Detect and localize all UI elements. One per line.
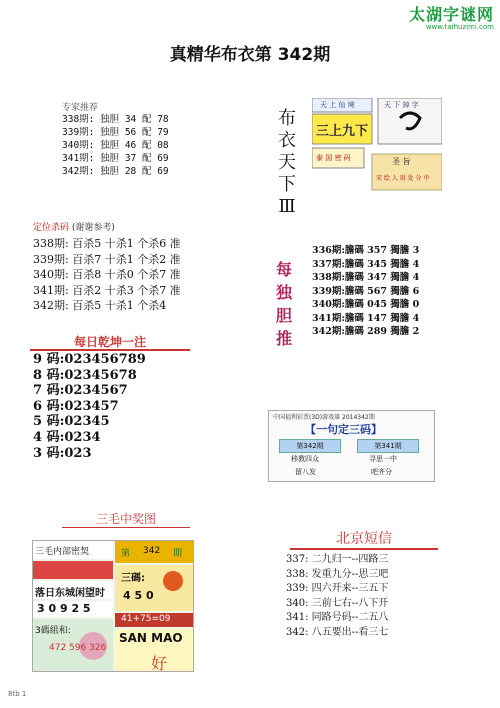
image-label: 泰 国 密 码 [316, 154, 351, 162]
list-item: 9 码:023456789 [33, 352, 146, 367]
vert-char: 每 [275, 260, 292, 279]
sanmao-label: 落日东城闲望时 [35, 588, 105, 599]
list-item: 3 码:023 [33, 445, 92, 461]
beijing-heading: 北京短信 [290, 528, 438, 550]
vert-char: 推 [275, 329, 292, 348]
kill-heading-main: 定位杀码 [33, 223, 70, 233]
list-item: 340期: 独胆 46 配 08 [62, 140, 169, 151]
boss-list [62, 113, 169, 178]
list-item: 342期: 独胆 28 配 69 [62, 166, 169, 177]
buyi-image [312, 98, 442, 194]
sanmao-label: 好 [151, 654, 168, 672]
dujiao-vertical-title [273, 258, 295, 350]
buyi-vertical-title [272, 108, 302, 218]
flower-icon [163, 571, 183, 591]
sanmao-label: 三碼: [121, 573, 145, 584]
yiju-col-b-head: 第341期 [357, 439, 419, 453]
list-item: 342期: 百杀5 十杀1 个杀4 [33, 299, 167, 312]
list-item: 6 码:023457 [33, 398, 119, 414]
list-item: 337: 二九归一--四路三 [286, 554, 389, 565]
list-item: 339期: 百杀7 十杀1 个杀2 准 [33, 252, 181, 266]
vert-char: 下 [278, 174, 296, 195]
list-item: 341期: 独胆 37 配 69 [62, 153, 169, 164]
vert-char: Ⅲ [278, 196, 296, 217]
page-title: 真精华布衣第 342期 [169, 45, 331, 65]
panel-cell [33, 561, 113, 579]
yiju-col-a-head: 第342期 [279, 439, 341, 453]
yiju-top-line: 中国福利彩票(3D)游戏第 2014342期 [273, 414, 375, 421]
sanmao-label: 472 596 326 [49, 643, 107, 653]
sanmao-label: 342 [143, 546, 161, 556]
daily-heading: 每日乾坤一注 [30, 333, 190, 351]
sanmao-image [32, 540, 194, 672]
footer-text: 8tb 1 [8, 690, 27, 698]
logo-url: www.taihuzimi.com [425, 23, 494, 31]
list-item: 342: 八五要出--看三七 [286, 626, 389, 638]
vert-char: 独 [275, 283, 292, 302]
image-label: 天 上 仙 境 [320, 101, 355, 109]
kill-heading-note: (谢谢参考) [71, 223, 115, 233]
kill-list [33, 236, 181, 314]
image-label: 宋 绘 人 用 处 分 中 [376, 175, 430, 182]
list-item: 7 码:0234567 [33, 383, 128, 399]
list-item: 341: 同路号码--二五八 [286, 612, 389, 623]
list-item: 338期: 百杀5 十杀1 个杀6 准 [33, 237, 181, 250]
list-item: 340: 三前七右--八下开 [286, 597, 389, 609]
yiju-cell: 寻思一中 [369, 455, 397, 463]
yiju-title: 【一句定三码】 [305, 423, 382, 436]
yiju-cell: 移教四众 [291, 455, 319, 463]
list-item: 339: 四六开来--三五下 [286, 583, 389, 594]
list-item: 339期: 独胆 56 配 79 [62, 127, 169, 138]
list-item: 338期:膽碼 347 獨膽 4 [312, 272, 420, 283]
daily-list [33, 352, 146, 461]
list-item: 341期:膽碼 147 獨膽 4 [312, 312, 420, 324]
list-item: 338期: 独胆 34 配 78 [62, 114, 169, 125]
logo-text: 太湖字谜网 [408, 5, 494, 24]
yiju-cell: 留八发 [295, 468, 316, 476]
image-label: 天 下 掉 字 [384, 101, 419, 109]
sanmao-label: 第 [121, 549, 131, 559]
kill-heading [33, 220, 115, 233]
sanmao-label: 3 0 9 2 5 [37, 602, 91, 615]
yiju-cell: 吧齐分 [371, 468, 392, 476]
list-item: 8 码:02345678 [33, 367, 137, 383]
beijing-list [286, 553, 388, 640]
boss-heading: 专家推荐 [62, 103, 99, 113]
sanmao-label: 41+75=09 [121, 614, 171, 624]
image-label: 三上九下 [316, 124, 369, 139]
vert-char: 衣 [278, 130, 296, 151]
sanmao-label: 期 [173, 549, 183, 559]
list-item: 340期: 百杀8 十杀0 个杀7 准 [33, 268, 181, 281]
dujiao-list [312, 244, 419, 339]
vert-char: 胆 [275, 306, 292, 325]
list-item: 342期:膽碼 289 獨膽 2 [312, 326, 420, 337]
vert-char: 天 [278, 152, 296, 173]
yiju-box [268, 410, 435, 482]
sanmao-heading: 三毛中奖图 [62, 510, 190, 528]
sanmao-label: 3碼組和: [35, 626, 71, 636]
image-label: 圣 旨 [392, 157, 411, 166]
sanmao-label: 4 5 0 [123, 589, 154, 602]
list-item: 4 码:0234 [33, 429, 101, 445]
list-item: 337期:膽碼 345 獨膽 4 [312, 258, 420, 270]
sanmao-label: 三毛内部密契 [35, 547, 90, 557]
list-item: 5 码:02345 [33, 414, 110, 430]
list-item: 341期: 百杀2 十杀3 个杀7 准 [33, 283, 181, 297]
sanmao-label: SAN MAO [119, 631, 183, 645]
list-item: 339期:膽碼 567 獨膽 6 [312, 285, 420, 297]
list-item: 340期:膽碼 045 獨膽 0 [312, 299, 420, 310]
vert-char: 布 [278, 108, 296, 129]
list-item: 336期:膽碼 357 獨膽 3 [312, 245, 420, 256]
list-item: 338: 发重九分--思三吧 [286, 568, 389, 580]
site-logo[interactable] [402, 2, 494, 31]
